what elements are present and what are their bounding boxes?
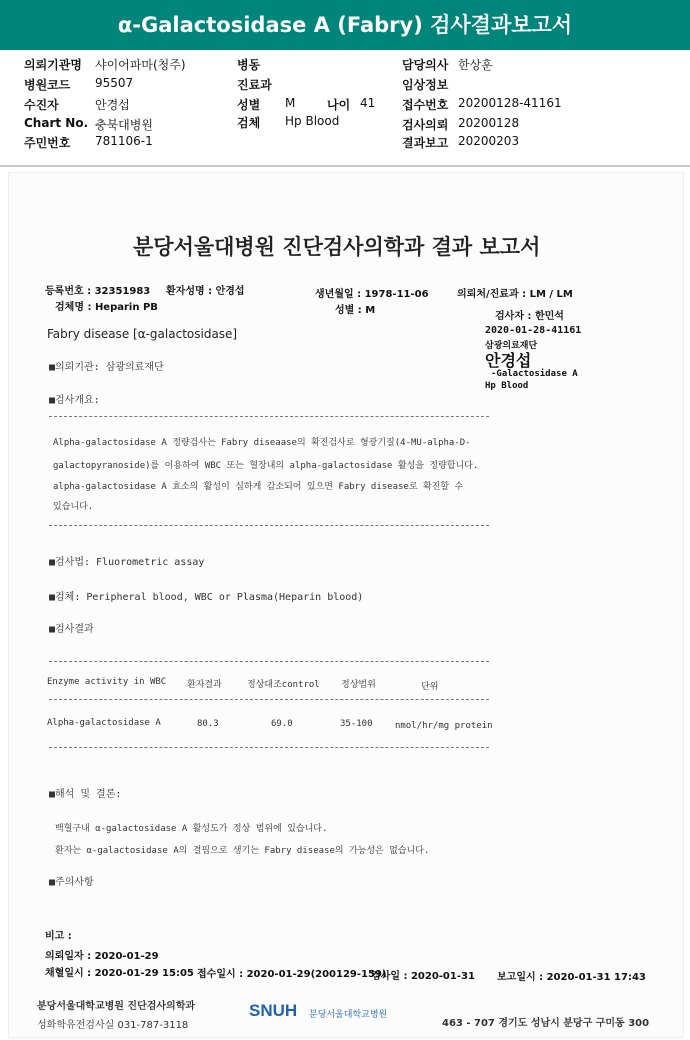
overview-line: 있습니다. bbox=[53, 502, 94, 512]
section-divider bbox=[0, 165, 690, 167]
test-date: 검사일 : 2020-01-31 bbox=[371, 971, 475, 982]
report-value: 20200203 bbox=[458, 134, 520, 148]
scanned-report bbox=[8, 172, 684, 1038]
age-value: 41 bbox=[360, 96, 376, 110]
report-date: 보고일시 : 2020-01-31 17:43 bbox=[497, 972, 646, 983]
chart-label: Chart No. bbox=[24, 116, 89, 130]
sex-value: M bbox=[285, 96, 296, 110]
ward-label: 병동 bbox=[237, 58, 261, 72]
id-label: 주민번호 bbox=[24, 136, 71, 150]
reg-no: 등록번호 : 32351983 bbox=[45, 286, 151, 297]
stamp-name: 안경섭 bbox=[485, 351, 532, 370]
receive-date: 접수일시 : 2020-01-29(200129-159) bbox=[197, 969, 387, 980]
table-cell: Alpha-galactosidase A bbox=[47, 718, 161, 728]
test-req-label: 검사의뢰 bbox=[402, 118, 449, 132]
report-header bbox=[0, 0, 690, 50]
dept-label: 진료과 bbox=[237, 78, 272, 92]
sex-label: 성별 bbox=[237, 98, 261, 112]
stamp-enzyme: -Galactosidase A bbox=[491, 369, 578, 379]
collect-date: 채혈일시 : 2020-01-29 15:05 bbox=[45, 968, 194, 979]
table-cell: 69.0 bbox=[271, 719, 293, 729]
clinical-label: 임상정보 bbox=[402, 78, 449, 92]
footer-lab: 성화학유전검사실 031-787-3118 bbox=[37, 1020, 189, 1031]
req-date: 의뢰일자 : 2020-01-29 bbox=[45, 951, 159, 962]
table-cell: 35-100 bbox=[340, 719, 373, 729]
doctor-value: 한상훈 bbox=[458, 58, 493, 72]
rule bbox=[49, 747, 489, 748]
doctor-label: 담당의사 bbox=[402, 58, 449, 72]
stamp-receipt: 2020-01-28-41161 bbox=[485, 325, 582, 336]
overview-line: Alpha-galactosidase A 정량검사는 Fabry diseaase의 확진검사로 형광기질(4-MU-alpha-D- bbox=[53, 438, 471, 448]
sample: ■검체: Peripheral blood, WBC or Plasma(Heparin blood) bbox=[49, 592, 364, 603]
stamp-specimen: Hp Blood bbox=[485, 381, 529, 391]
overview-line: alpha-galactosidase A 효소의 활성이 심하게 감소되어 있으면 Fabry disease로 확진할 수 bbox=[53, 482, 464, 492]
req-org-value: 샤이어파마(청주) bbox=[95, 58, 186, 72]
logo-text: SNUH bbox=[249, 1001, 298, 1020]
caution-heading: ■주의사항 bbox=[49, 877, 94, 888]
specimen-name: 검체명 : Heparin PB bbox=[55, 302, 158, 313]
overview-line: galactopyranoside)를 이용하여 WBC 또는 혈장내의 alpha-galactosidase 활성을 정량합니다. bbox=[53, 461, 479, 471]
tester: 검사자 : 한민석 bbox=[495, 311, 564, 322]
table-header: 환자결과 bbox=[187, 680, 222, 690]
rule bbox=[49, 416, 489, 417]
patient-value: 안경섭 bbox=[95, 98, 130, 112]
summary-panel bbox=[0, 50, 690, 166]
req-dept: 의뢰처/진료과 : LM / LM bbox=[457, 289, 573, 300]
report-title: α-Galactosidase A (Fabry) 검사결과보고서 bbox=[117, 13, 573, 37]
table-header: 정상범위 bbox=[341, 680, 376, 690]
interpret-line: 백혈구내 α-galactosidase A 활성도가 정상 범위에 있습니다. bbox=[55, 824, 328, 834]
rule bbox=[49, 661, 489, 662]
interpret-heading: ■해석 및 결론: bbox=[49, 789, 122, 800]
req-org: ■의뢰기관: 삼광의료재단 bbox=[49, 362, 164, 373]
scan-title: 분당서울대병원 진단검사의학과 결과 보고서 bbox=[133, 235, 541, 259]
id-value: 781106-1 bbox=[95, 134, 153, 148]
birth-date: 생년월일 : 1978-11-06 bbox=[315, 289, 429, 300]
interpret-line: 환자는 α-galactosidase A의 결핍으로 생기는 Fabry disease의 가능성은 없습니다. bbox=[55, 846, 430, 856]
overview-heading: ■검사개요: bbox=[49, 395, 100, 406]
method: ■검사법: Fluorometric assay bbox=[49, 557, 205, 568]
req-org-label: 의뢰기관명 bbox=[24, 58, 82, 72]
patient-name: 환자성명 : 안경섭 bbox=[166, 286, 245, 297]
specimen-value: Hp Blood bbox=[285, 114, 340, 128]
table-header: 단위 bbox=[421, 682, 439, 692]
test-name: Fabry disease [α-galactosidase] bbox=[47, 327, 238, 341]
rule bbox=[49, 525, 489, 526]
receipt-value: 20200128-41161 bbox=[458, 96, 562, 110]
rule bbox=[49, 699, 489, 700]
age-label: 나이 bbox=[327, 98, 351, 112]
hosp-code-label: 병원코드 bbox=[24, 78, 71, 92]
hosp-code-value: 95507 bbox=[95, 76, 134, 90]
logo-sub: 분당서울대학교병원 bbox=[309, 1010, 388, 1020]
test-req-value: 20200128 bbox=[458, 116, 520, 130]
table-header: 정상대조control bbox=[247, 680, 320, 690]
address: 463 - 707 경기도 성남시 분당구 구미동 300 bbox=[442, 1018, 650, 1029]
table-cell: 80.3 bbox=[197, 719, 219, 729]
receipt-label: 접수번호 bbox=[402, 98, 449, 112]
footer-org: 분당서울대학교병원 진단검사의학과 bbox=[37, 1001, 196, 1012]
stamp-org: 삼광의료재단 bbox=[485, 341, 538, 351]
chart-value: 충북대병원 bbox=[95, 118, 153, 132]
table-cell: nmol/hr/mg protein bbox=[395, 721, 493, 731]
remark: 비고 : bbox=[45, 931, 72, 942]
table-header: Enzyme activity in WBC bbox=[47, 677, 167, 687]
report-label: 결과보고 bbox=[402, 136, 449, 150]
results-heading: ■검사결과 bbox=[49, 624, 94, 635]
specimen-label: 검체 bbox=[237, 116, 261, 130]
patient-label: 수진자 bbox=[24, 98, 59, 112]
patient-sex: 성별 : M bbox=[335, 305, 376, 316]
